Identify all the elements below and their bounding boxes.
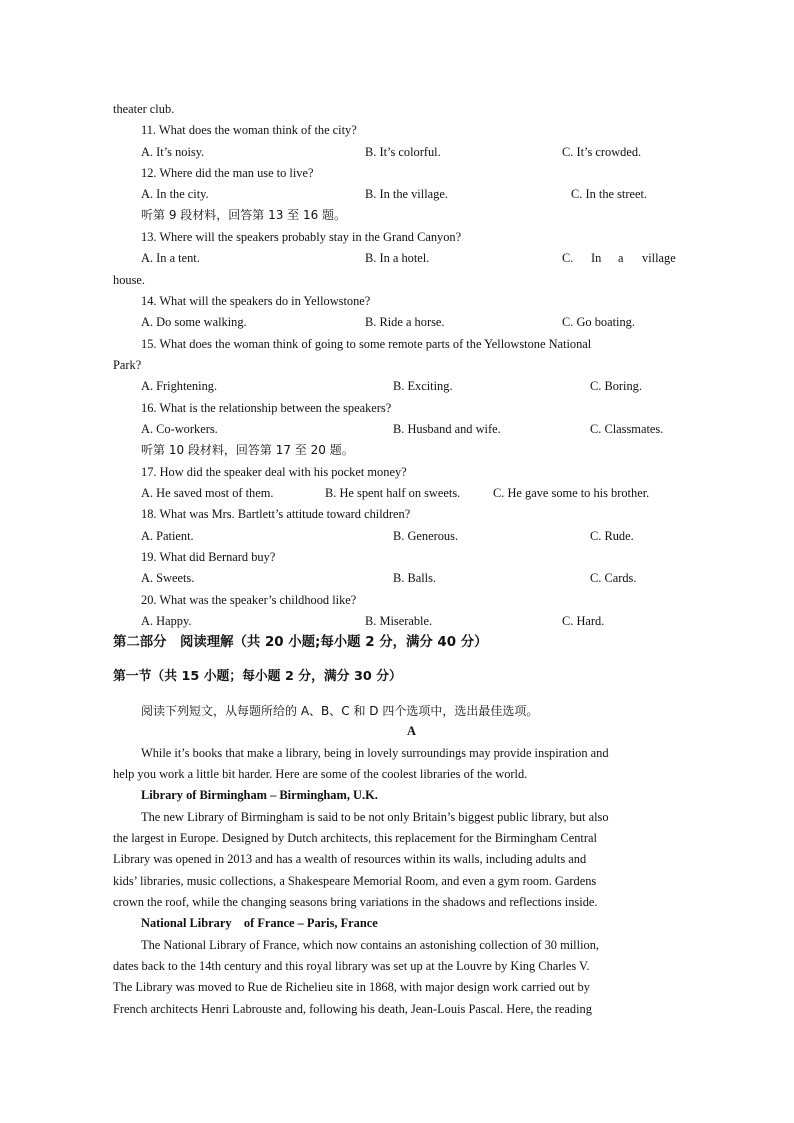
library-1-line-1: The new Library of Birmingham is said to be not only Britain’s biggest public library, but also [141,810,609,824]
question-14-option-c: C. Go boating. [562,315,635,329]
question-11-option-c: C. It’s crowded. [562,145,642,159]
question-17-option-c: C. He gave some to his brother. [493,486,650,500]
question-18-option-c: C. Rude. [590,529,634,543]
question-13-option-c-word-1: In [591,251,602,265]
part-2-heading: 第二部分 阅读理解（共 20 小题;每小题 2 分，满分 40 分） [113,635,488,650]
question-18-option-b: B. Generous. [393,529,459,543]
library-2-line-4: French architects Henri Labrouste and, following his death, Jean-Louis Pascal. Here, the reading [113,1002,592,1016]
library-2-line-3: The Library was moved to Rue de Richelieu site in 1868, with major design work carried out by [113,980,590,994]
passage-label: A [407,724,416,738]
question-12-option-b: B. In the village. [365,187,448,201]
library-2-line-1: The National Library of France, which now contains an astonishing collection of 30 million, [141,938,599,952]
intro-tail: theater club. [113,102,175,116]
question-17-stem: 17. How did the speaker deal with his pocket money? [141,465,407,479]
question-15-stem-line-2: Park? [113,358,142,372]
question-14-option-b: B. Ride a horse. [365,315,445,329]
question-13-option-c-word-2: a [618,251,624,265]
question-18-option-a: A. Patient. [141,529,194,543]
question-16-option-a: A. Co-workers. [141,422,218,436]
question-15-option-a: A. Frightening. [141,379,218,393]
library-1-heading: Library of Birmingham – Birmingham, U.K. [141,788,378,802]
reading-instruction: 阅读下列短文，从每题所给的 A、B、C 和 D 四个选项中，选出最佳选项。 [141,704,539,718]
passage-intro-line-2: help you work a little bit harder. Here are some of the coolest libraries of the world. [113,767,528,781]
library-2-line-2: dates back to the 14th century and this royal library was set up at the Louvre by King Charles V. [113,959,590,973]
question-12-option-a: A. In the city. [141,187,209,201]
question-13-option-c-label: C. [562,251,574,265]
question-20-option-a: A. Happy. [141,614,192,628]
question-11-stem: 11. What does the woman think of the city? [141,123,357,137]
question-19-option-c: C. Cards. [590,571,637,585]
question-17-option-b: B. He spent half on sweets. [325,486,461,500]
section-1-heading: 第一节（共 15 小题；每小题 2 分，满分 30 分） [113,669,402,684]
question-19-option-b: B. Balls. [393,571,437,585]
question-15-stem-line-1: 15. What does the woman think of going to some remote parts of the Yellowstone National [141,337,592,351]
question-13-option-c-word-3: village [642,251,676,265]
question-18-stem: 18. What was Mrs. Bartlett’s attitude toward children? [141,507,411,521]
question-12-option-c: C. In the street. [571,187,648,201]
question-19-option-a: A. Sweets. [141,571,195,585]
question-15-option-b: B. Exciting. [393,379,453,393]
question-13-stem: 13. Where will the speakers probably stay in the Grand Canyon? [141,230,462,244]
library-2-heading: National Library of France – Paris, France [141,916,378,930]
question-16-option-b: B. Husband and wife. [393,422,501,436]
question-16-stem: 16. What is the relationship between the speakers? [141,401,392,415]
question-14-option-a: A. Do some walking. [141,315,247,329]
question-20-stem: 20. What was the speaker’s childhood like? [141,593,357,607]
question-13-option-b: B. In a hotel. [365,251,430,265]
question-13-option-c-continuation: house. [113,273,146,287]
section-10-instruction: 听第 10 段材料，回答第 17 至 20 题。 [141,443,354,457]
library-1-line-4: kids’ libraries, music collections, a Shakespeare Memorial Room, and even a gym room. Gardens [113,874,597,888]
question-20-option-c: C. Hard. [562,614,605,628]
passage-intro-line-1: While it’s books that make a library, being in lovely surroundings may provide inspiration and [141,746,609,760]
library-1-line-5: crown the roof, while the changing seasons bring variations in the shadows and reflections inside. [113,895,598,909]
question-15-option-c: C. Boring. [590,379,642,393]
question-20-option-b: B. Miserable. [365,614,433,628]
question-19-stem: 19. What did Bernard buy? [141,550,276,564]
question-17-option-a: A. He saved most of them. [141,486,274,500]
question-11-option-a: A. It’s noisy. [141,145,205,159]
section-9-instruction: 听第 9 段材料，回答第 13 至 16 题。 [141,208,347,222]
question-11-option-b: B. It’s colorful. [365,145,441,159]
question-16-option-c: C. Classmates. [590,422,664,436]
question-13-option-a: A. In a tent. [141,251,200,265]
library-1-line-2: the largest in Europe. Designed by Dutch architects, this replacement for the Birmingham Central [113,831,597,845]
library-1-line-3: Library was opened in 2013 and has a wealth of resources within its walls, including adults and [113,852,587,866]
question-14-stem: 14. What will the speakers do in Yellowstone? [141,294,371,308]
question-12-stem: 12. Where did the man use to live? [141,166,314,180]
